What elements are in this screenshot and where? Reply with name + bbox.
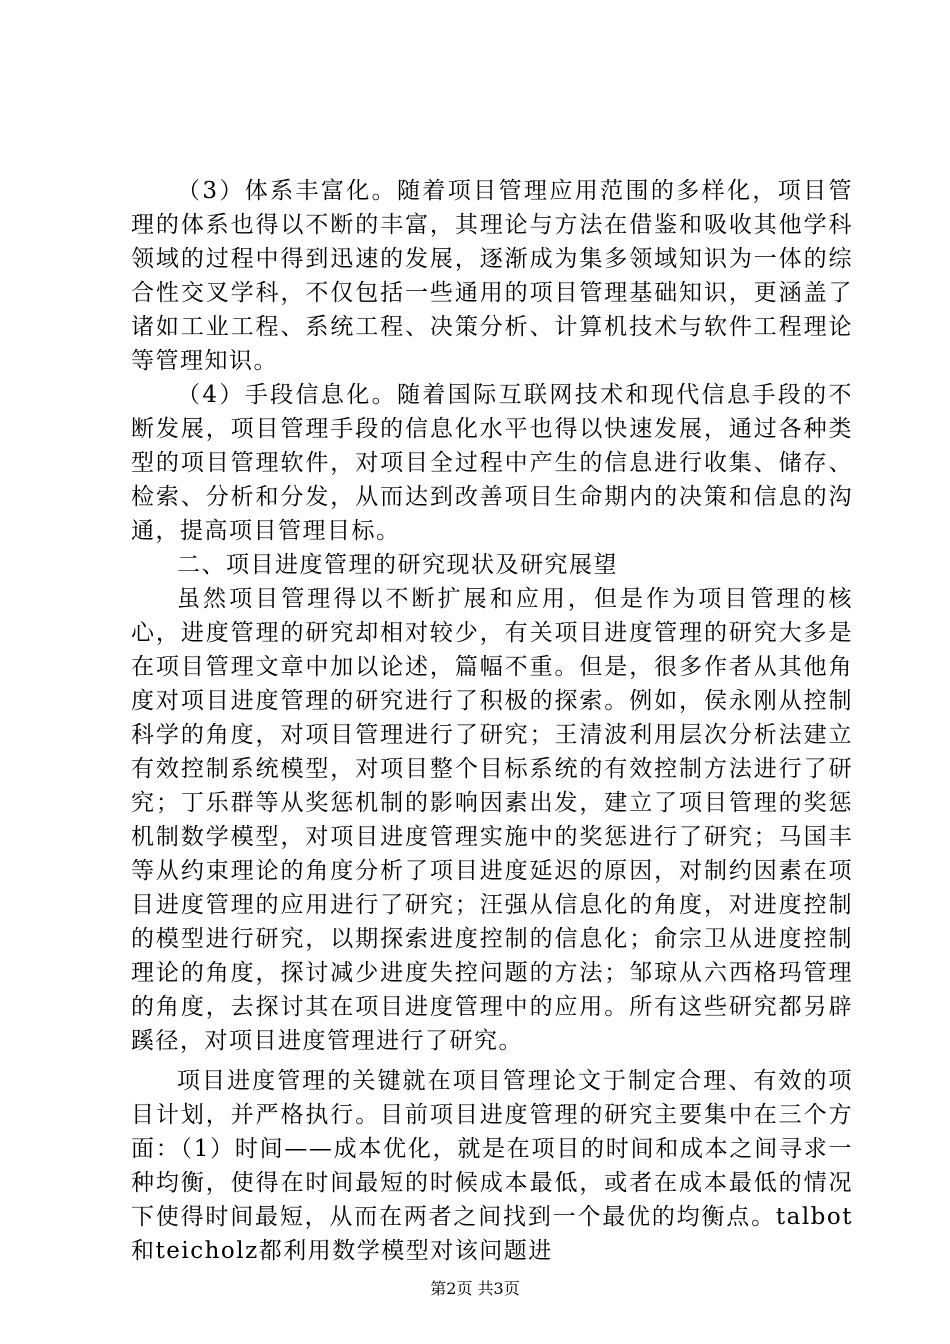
paragraph-research-focus: 项目进度管理的关键就在项目管理论文于制定合理、有效的项目计划，并严格执行。目前项目进度管理的研究主要集中在三个方面：（1）时间——成本优化，就是在项目的时间和成本之间寻求一种均衡，使得在时间最短的时候成本最低，或者在成本最低的情况下使得时间最短，从而在两者之间找到一个最优的均衡点。talbot和teicholz都利用数学模型对该问题进 xyxy=(131,1068,853,1264)
page-footer: 第2页 共3页 xyxy=(430,1279,520,1298)
section-heading: 二、项目进度管理的研究现状及研究展望 xyxy=(177,552,618,578)
paragraph-system-enrichment: （3）体系丰富化。随着项目管理应用范围的多样化，项目管理的体系也得以不断的丰富，其理论与方法在借鉴和吸收其他学科领域的过程中得到迅速的发展，逐渐成为集多领域知识为一体的综合性交叉学科，不仅包括一些通用的项目管理基础知识，更涵盖了诸如工业工程、系统工程、决策分析、计算机技术与软件工程理论等管理知识。 xyxy=(131,178,853,374)
paragraph-research-status: 虽然项目管理得以不断扩展和应用，但是作为项目管理的核心，进度管理的研究却相对较少，有关项目进度管理的研究大多是在项目管理文章中加以论述，篇幅不重。但是，很多作者从其他角度对项目进度管理的研究进行了积极的探索。例如，侯永刚从控制科学的角度，对项目管理进行了研究；王清波利用层次分析法建立有效控制系统模型，对项目整个目标系统的有效控制方法进行了研究；丁乐群等从奖惩机制的影响因素出发，建立了项目管理的奖惩机制数学模型，对项目进度管理实施中的奖惩进行了研究；马国丰等从约束理论的角度分析了项目进度延迟的原因，对制约因素在项目进度管理的应用进行了研究；汪强从信息化的角度，对进度控制的模型进行研究，以期探索进度控制的信息化；俞宗卫从进度控制理论的角度，探讨减少进度失控问题的方法；邹琼从六西格玛管理的角度，去探讨其在项目进度管理中的应用。所有这些研究都另辟蹊径，对项目进度管理进行了研究。 xyxy=(131,586,853,1054)
document-body xyxy=(131,174,853,1268)
paragraph-informatization: （4）手段信息化。随着国际互联网技术和现代信息手段的不断发展，项目管理手段的信息化水平也得以快速发展，通过各种类型的项目管理软件，对项目全过程中产生的信息进行收集、储存、检索、分析和分发，从而达到改善项目生命期内的决策和信息的沟通，提高项目管理目标。 xyxy=(131,382,853,544)
